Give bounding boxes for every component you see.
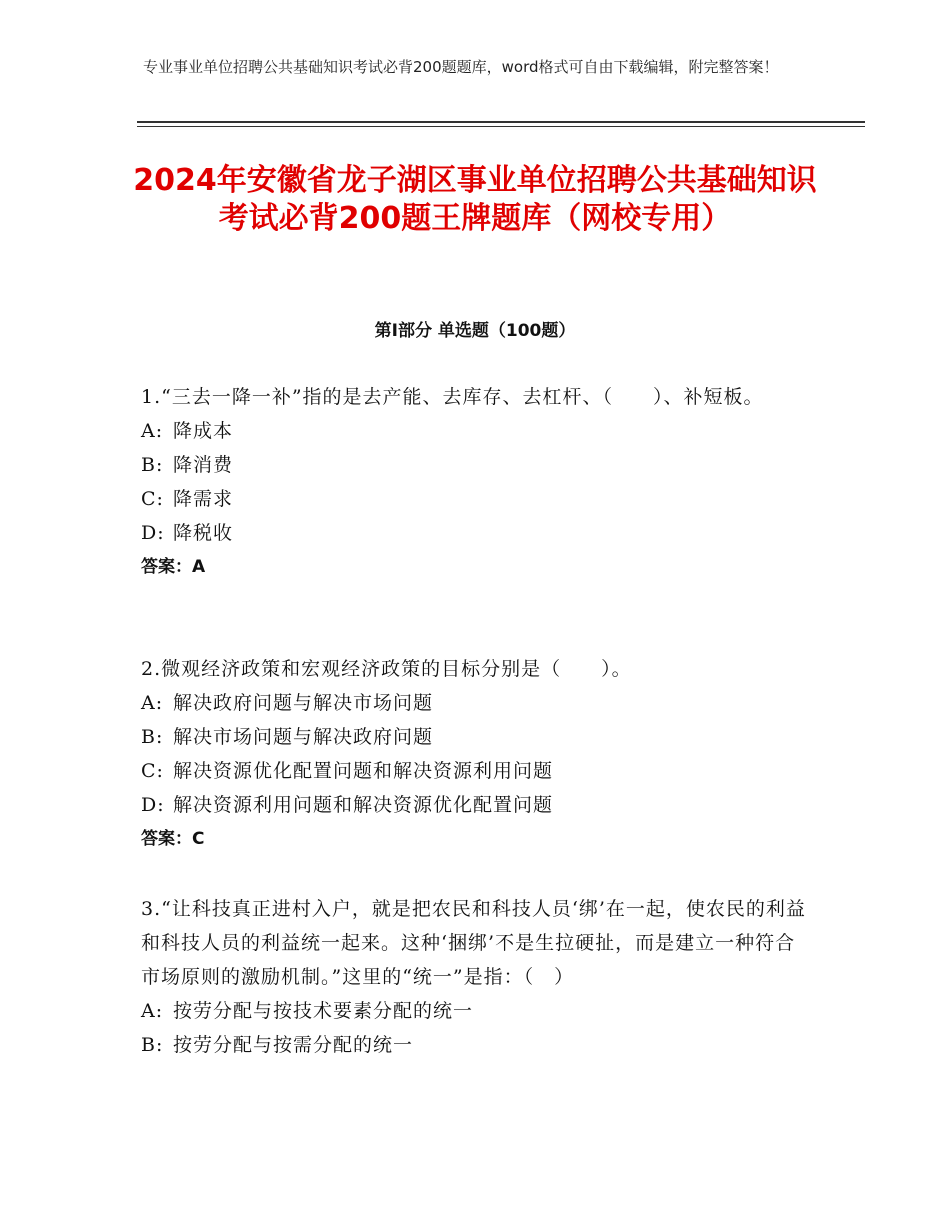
header-note: 专业事业单位招聘公共基础知识考试必背200题题库，word格式可自由下载编辑，附完整答案！ <box>143 58 779 76</box>
option-label: A: <box>141 692 164 714</box>
question-text: 2.微观经济政策和宏观经济政策的目标分别是（ ）。 <box>141 658 632 680</box>
question-2 <box>141 652 806 856</box>
answer-line <box>141 550 806 584</box>
answer-value: C <box>192 829 205 849</box>
question-1 <box>141 380 806 584</box>
header-rule-top <box>137 121 865 123</box>
option-label: A: <box>141 420 164 442</box>
option-label: B: <box>141 454 164 476</box>
option-text: 解决政府问题与解决市场问题 <box>173 692 434 714</box>
option-b <box>141 720 806 754</box>
option-label: D: <box>141 794 165 816</box>
option-text: 降税收 <box>173 522 234 544</box>
option-label: C: <box>141 488 164 510</box>
option-b <box>141 1028 806 1062</box>
option-text: 按劳分配与按技术要素分配的统一 <box>173 1000 474 1022</box>
option-label: C: <box>141 760 164 782</box>
option-label: D: <box>141 522 165 544</box>
option-c <box>141 754 806 788</box>
option-label: B: <box>141 726 164 748</box>
option-d <box>141 788 806 822</box>
option-a <box>141 414 806 448</box>
answer-value: A <box>192 557 206 577</box>
answer-label: 答案： <box>141 829 192 849</box>
option-b <box>141 448 806 482</box>
option-text: 降成本 <box>173 420 234 442</box>
option-text: 降消费 <box>173 454 234 476</box>
section-title: 第I部分 单选题（100题） <box>374 321 576 341</box>
option-label: A: <box>141 1000 164 1022</box>
question-text: 1.“三去一降一补”指的是去产能、去库存、去杠杆、（ ）、补短板。 <box>141 386 764 408</box>
option-text: 按劳分配与按需分配的统一 <box>173 1034 414 1056</box>
option-a <box>141 994 806 1028</box>
answer-line <box>141 822 806 856</box>
option-text: 解决市场问题与解决政府问题 <box>173 726 434 748</box>
document-title: 2024年安徽省龙子湖区事业单位招聘公共基础知识考试必背200题王牌题库（网校专用） <box>133 163 817 236</box>
option-text: 解决资源利用问题和解决资源优化配置问题 <box>173 794 554 816</box>
answer-label: 答案： <box>141 557 192 577</box>
question-text: 3.“让科技真正进村入户，就是把农民和科技人员‘绑’在一起，使农民的利益和科技人员的利益统一起来。这种‘捆绑’不是生拉硬扯，而是建立一种符合市场原则的激励机制。”这里的“统一”是指：（ ） <box>141 898 806 988</box>
option-d <box>141 516 806 550</box>
option-text: 降需求 <box>173 488 234 510</box>
header-rule-bottom <box>137 126 865 127</box>
option-text: 解决资源优化配置问题和解决资源利用问题 <box>173 760 554 782</box>
option-label: B: <box>141 1034 164 1056</box>
option-a <box>141 686 806 720</box>
option-c <box>141 482 806 516</box>
question-3 <box>141 892 806 1062</box>
